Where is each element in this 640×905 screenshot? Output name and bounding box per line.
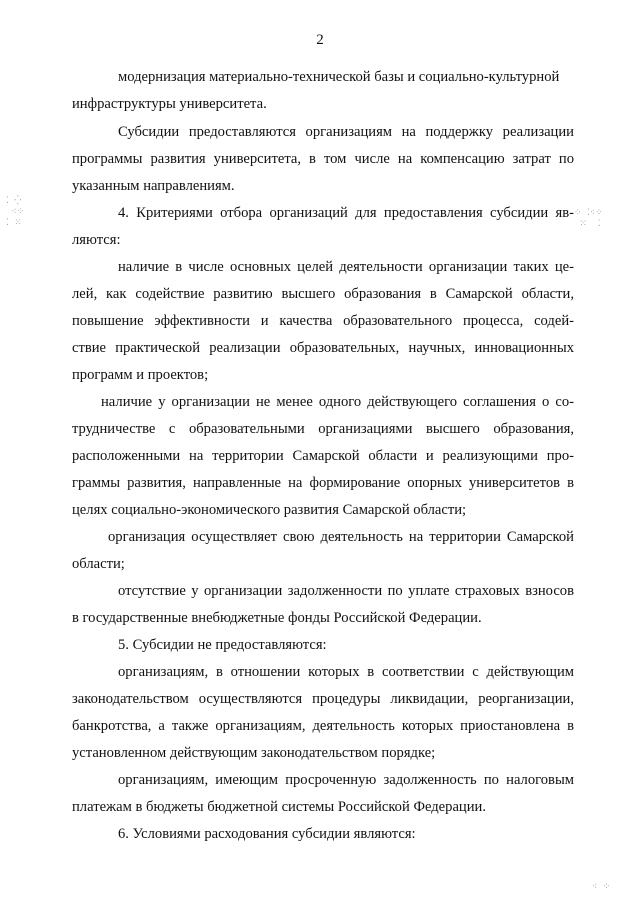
text-line: Субсидии предоставляются организациям на поддержку реализации: [118, 124, 574, 140]
text-line: 4. Критериями отбора организаций для предоставления субсидии яв-: [118, 205, 574, 221]
text-line: организациям, в отношении которых в соответствии с действующим: [118, 664, 574, 680]
text-line: программ и проектов;: [72, 367, 209, 383]
text-line: 5. Субсидии не предоставляются:: [118, 637, 327, 653]
scan-noise-left: ⁚ ⁛ ⁖⁘ ⁚ ⁙: [6, 196, 25, 228]
text-line: области;: [72, 556, 125, 572]
text-line: лей, как содействие развитию высшего образования в Самарской области,: [72, 286, 574, 302]
text-line: 6. Условиями расходования субсидии являются:: [118, 826, 416, 842]
scan-noise-right: ⁘ ⁚⁖⁘ ⁙ ⁚: [574, 208, 603, 229]
text-line: повышение эффективности и качества образовательного процесса, содей-: [72, 313, 574, 329]
text-line: наличие в числе основных целей деятельности организации таких це-: [118, 259, 574, 275]
text-line: законодательством осуществляются процедуры ликвидации, реорганизации,: [72, 691, 574, 707]
text-line: наличие у организации не менее одного действующего соглашения о со-: [101, 394, 574, 410]
text-line: указанным направлениям.: [72, 178, 235, 194]
text-line: программы развития университета, в том числе на компенсацию затрат по: [72, 151, 574, 167]
scan-noise-bottom: ⁖ ⁘: [592, 882, 611, 892]
text-line: инфраструктуры университета.: [72, 96, 267, 112]
text-line: в государственные внебюджетные фонды Российской Федерации.: [72, 610, 482, 626]
text-line: целях социально-экономического развития Самарской области;: [72, 502, 467, 518]
text-line: установленном действующим законодательством порядке;: [72, 745, 436, 761]
page-number: 2: [316, 32, 324, 48]
text-line: ляются:: [72, 232, 121, 248]
text-line: организациям, имеющим просроченную задолженность по налоговым: [118, 772, 574, 788]
text-line: трудничестве с образовательными организациями высшего образования,: [72, 421, 574, 437]
text-line: граммы развития, направленные на формирование опорных университетов в: [72, 475, 574, 491]
text-line: отсутствие у организации задолженности по уплате страховых взносов: [118, 583, 574, 599]
text-line: платежам в бюджеты бюджетной системы Российской Федерации.: [72, 799, 487, 815]
text-line: ствие практической реализации образовательных, научных, инновационных: [72, 340, 574, 356]
text-line: банкротства, а также организациям, деятельность которых приостановлена в: [72, 718, 574, 734]
text-line: модернизация материально-технической базы и социально-культурной: [118, 69, 560, 85]
text-line: расположенными на территории Самарской области и реализующими про-: [72, 448, 574, 464]
text-line: организация осуществляет свою деятельность на территории Самарской: [108, 529, 574, 545]
